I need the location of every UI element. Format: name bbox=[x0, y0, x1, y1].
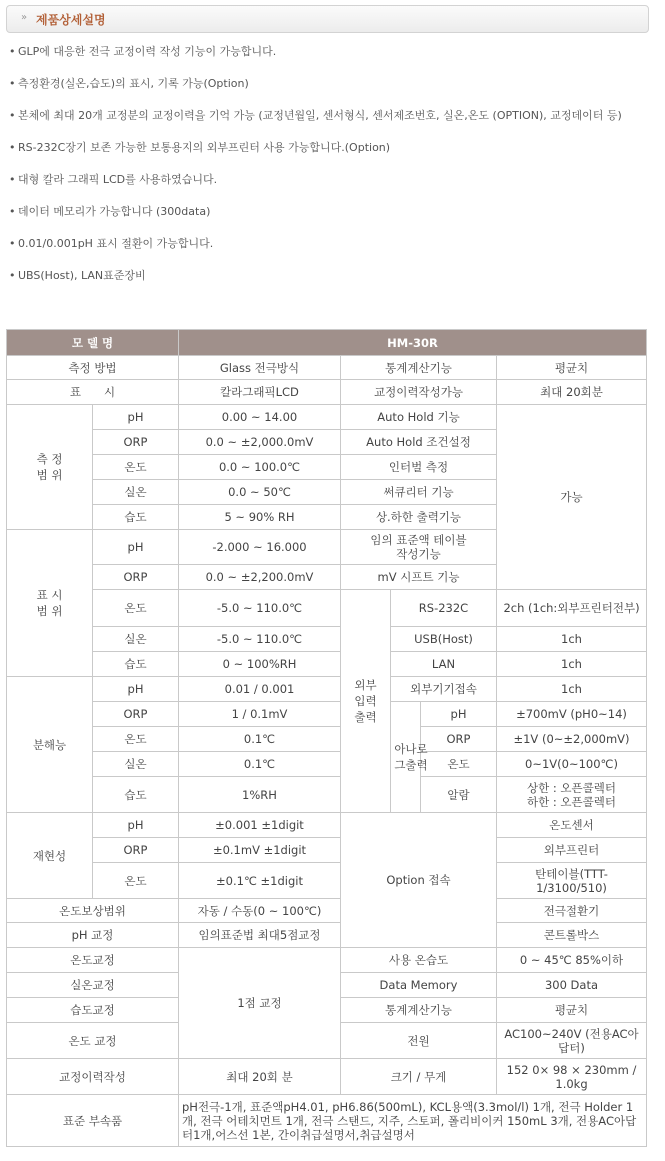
cell-label: 온도교정 bbox=[7, 948, 179, 973]
cell-value: 1 / 0.1mV bbox=[179, 702, 341, 727]
cell-item: 온도 bbox=[93, 590, 179, 627]
alarm-lower: 하한 : 오픈콜렉터 bbox=[527, 794, 616, 809]
feature-item: • GLP에 대응한 전극 교정이력 작성 기능이 가능합니다. bbox=[9, 44, 649, 59]
cell-io-label: LAN bbox=[391, 652, 497, 677]
alarm-upper: 상한 : 오픈콜렉터 bbox=[527, 780, 616, 795]
feature-item: • 데이터 메모리가 가능합니다 (300data) bbox=[9, 204, 649, 219]
feature-item: • 대형 칼라 그래픽 LCD를 사용하였습니다. bbox=[9, 172, 649, 187]
table-row bbox=[7, 813, 647, 838]
group-label-analog bbox=[391, 702, 428, 813]
group-label-text: 측 정 범 위 bbox=[36, 452, 63, 482]
cell-io-label: 외부기기접속 bbox=[391, 677, 497, 702]
cell-item: pH bbox=[93, 530, 179, 565]
cell-func bbox=[341, 530, 497, 565]
double-chevron-right-icon: » bbox=[21, 12, 28, 23]
cell-value: ±0.1℃ ±1digit bbox=[179, 863, 341, 899]
cell-label: 통계계산기능 bbox=[341, 356, 497, 380]
group-label-display-range bbox=[7, 530, 93, 677]
cell-value: 최대 20회분 bbox=[497, 380, 647, 405]
cell-label: 측정 방법 bbox=[7, 356, 179, 380]
cell-value: -5.0 ~ 110.0℃ bbox=[179, 627, 341, 652]
cell-func: Auto Hold 기능 bbox=[341, 405, 497, 430]
cell-value: 5 ~ 90% RH bbox=[179, 505, 341, 530]
cell-option-item bbox=[497, 863, 647, 899]
table-row bbox=[7, 838, 647, 863]
table-row bbox=[7, 752, 647, 777]
cell-item: 온도 bbox=[93, 455, 179, 480]
cell-analog-label: pH bbox=[421, 702, 497, 727]
cell-item: pH bbox=[93, 677, 179, 702]
cell-func: mV 시프트 기능 bbox=[341, 565, 497, 590]
table-row bbox=[7, 1095, 647, 1147]
group-label-measure-range bbox=[7, 405, 93, 530]
cell-analog-label: ORP bbox=[421, 727, 497, 752]
cell-value: -2.000 ~ 16.000 bbox=[179, 530, 341, 565]
cell-option-item: 전극절환기 bbox=[497, 899, 647, 923]
table-row bbox=[7, 380, 647, 405]
cell-one-point: 1점 교정 bbox=[179, 948, 341, 1059]
cell-value: ±0.1mV ±1digit bbox=[179, 838, 341, 863]
feature-text: 본체에 최대 20개 교정분의 교정이력을 기억 가능 (교정년월일, 센서형식, 센서제조번호, 실온,온도 (OPTION), 교정데이터 등) bbox=[18, 109, 622, 122]
cell-analog-value: ±700mV (pH0~14) bbox=[497, 702, 647, 727]
cell-accessories: pH전극-1개, 표준액pH4.01, pH6.86(500mL), KCL용액(3.3mol/l) 1개, 전극 Holder 1개, 전극 어테치먼트 1개, 전극 스탠드, 지주, 스토퍼, 폴리비이커 150mL 3개, 전용AC아답터1개,어스선 1본, 간이취급설명서,취급설명서 bbox=[179, 1095, 647, 1147]
feature-item: • 측정환경(실온,습도)의 표시, 기록 가능(Option) bbox=[9, 76, 649, 91]
cell-item: ORP bbox=[93, 430, 179, 455]
cell-label: 사용 온습도 bbox=[341, 948, 497, 973]
cell-item: ORP bbox=[93, 565, 179, 590]
cell-value: 0.0 ~ 50℃ bbox=[179, 480, 341, 505]
table-row bbox=[7, 356, 647, 380]
group-label-repeat: 재현성 bbox=[7, 813, 93, 899]
cell-io-label: USB(Host) bbox=[391, 627, 497, 652]
cell-value: 0.01 / 0.001 bbox=[179, 677, 341, 702]
header-model-label: 모 델 명 bbox=[7, 330, 179, 356]
cell-value: 0.0 ~ 100.0℃ bbox=[179, 455, 341, 480]
cell-item: 습도 bbox=[93, 505, 179, 530]
cell-value: 0 ~ 100%RH bbox=[179, 652, 341, 677]
cell-value: 평균치 bbox=[497, 998, 647, 1023]
feature-item: • UBS(Host), LAN표준장비 bbox=[9, 268, 649, 283]
cell-value: 0.1℃ bbox=[179, 752, 341, 777]
cell-label: 크기 / 무게 bbox=[341, 1059, 497, 1095]
cell-label: pH 교정 bbox=[7, 923, 179, 948]
cell-func: 써큐리터 기능 bbox=[341, 480, 497, 505]
cell-func-text: 임의 표준액 테이블작성기능 bbox=[370, 533, 467, 561]
cell-item: 습도 bbox=[93, 652, 179, 677]
cell-value: 0.0 ~ ±2,200.0mV bbox=[179, 565, 341, 590]
cell-io-value: 1ch bbox=[497, 677, 647, 702]
table-row bbox=[7, 405, 647, 430]
cell-value: 임의표준법 최대5점교정 bbox=[179, 923, 341, 948]
cell-value: Glass 전극방식 bbox=[179, 356, 341, 380]
table-row bbox=[7, 652, 647, 677]
cell-option-item: 온도센서 bbox=[497, 813, 647, 838]
section-header bbox=[6, 5, 649, 33]
cell-value: -5.0 ~ 110.0℃ bbox=[179, 590, 341, 627]
cell-io-value: 1ch bbox=[497, 627, 647, 652]
cell-value: 300 Data bbox=[497, 973, 647, 998]
cell-analog-value: ±1V (0~±2,000mV) bbox=[497, 727, 647, 752]
cell-option-item: 콘트롤박스 bbox=[497, 923, 647, 948]
cell-label: 교정이력작성가능 bbox=[341, 380, 497, 405]
cell-label: 교정이력작성 bbox=[7, 1059, 179, 1095]
cell-analog-value: 0~1V(0~100℃) bbox=[497, 752, 647, 777]
cell-label: 온도보상범위 bbox=[7, 899, 179, 923]
cell-label: 표준 부속품 bbox=[7, 1095, 179, 1147]
cell-label: Data Memory bbox=[341, 973, 497, 998]
table-row bbox=[7, 590, 647, 627]
table-row bbox=[7, 923, 647, 948]
cell-item: pH bbox=[93, 813, 179, 838]
cell-value-text: AC100~240V (전용AC아답터) bbox=[504, 1026, 639, 1055]
cell-func: Auto Hold 조건설정 bbox=[341, 430, 497, 455]
cell-value: 0.0 ~ ±2,000.0mV bbox=[179, 430, 341, 455]
table-row bbox=[7, 863, 647, 899]
cell-value: ±0.001 ±1digit bbox=[179, 813, 341, 838]
cell-item: pH bbox=[93, 405, 179, 430]
group-label-resolution: 분해능 bbox=[7, 677, 93, 813]
cell-analog-value bbox=[497, 777, 647, 813]
cell-value: 평균치 bbox=[497, 356, 647, 380]
section-title: 제품상세설명 bbox=[36, 13, 106, 27]
cell-value: 칼라그래픽LCD bbox=[179, 380, 341, 405]
spec-table bbox=[6, 329, 647, 1147]
cell-value: 자동 / 수동(0 ~ 100℃) bbox=[179, 899, 341, 923]
cell-label: 표 시 bbox=[7, 380, 179, 405]
cell-value: 0.00 ~ 14.00 bbox=[179, 405, 341, 430]
cell-func: 상.하한 출력기능 bbox=[341, 505, 497, 530]
cell-label: 전원 bbox=[341, 1023, 497, 1059]
cell-item: 실온 bbox=[93, 752, 179, 777]
cell-func: 인터벌 측정 bbox=[341, 455, 497, 480]
cell-value bbox=[497, 1023, 647, 1059]
cell-option-item: 외부프린터 bbox=[497, 838, 647, 863]
cell-item: ORP bbox=[93, 838, 179, 863]
cell-item: 실온 bbox=[93, 627, 179, 652]
cell-label: 온도 교정 bbox=[7, 1023, 179, 1059]
cell-io-value: 1ch bbox=[497, 652, 647, 677]
cell-value: 최대 20회 분 bbox=[179, 1059, 341, 1095]
cell-item: 습도 bbox=[93, 777, 179, 813]
cell-option-label: Option 접속 bbox=[341, 813, 497, 948]
group-label-text: 표 시 범 위 bbox=[36, 588, 63, 618]
table-row bbox=[7, 677, 647, 702]
table-row bbox=[7, 1059, 647, 1095]
cell-item: ORP bbox=[93, 702, 179, 727]
cell-item: 온도 bbox=[93, 727, 179, 752]
header-model-name: HM-30R bbox=[179, 330, 647, 356]
cell-value: 1%RH bbox=[179, 777, 341, 813]
cell-value: 0.1℃ bbox=[179, 727, 341, 752]
feature-list bbox=[9, 44, 649, 300]
feature-item: • RS-232C장기 보존 가능한 보통용지의 외부프린터 사용 가능합니다.(Option) bbox=[9, 140, 649, 155]
cell-analog-label: 알람 bbox=[421, 777, 497, 813]
feature-item bbox=[9, 108, 649, 123]
table-row bbox=[7, 948, 647, 973]
cell-option-text: 탄테이블(TTT-1/3100/510) bbox=[535, 866, 608, 895]
table-header-row bbox=[7, 330, 647, 356]
cell-available: 가능 bbox=[497, 405, 647, 590]
cell-value: 0 ~ 45℃ 85%이하 bbox=[497, 948, 647, 973]
cell-io-value: 2ch (1ch:외부프린터전부) bbox=[497, 590, 647, 627]
cell-io-label: RS-232C bbox=[391, 590, 497, 627]
cell-label: 실온교정 bbox=[7, 973, 179, 998]
cell-item: 실온 bbox=[93, 480, 179, 505]
cell-label: 통계계산기능 bbox=[341, 998, 497, 1023]
table-row bbox=[7, 702, 647, 727]
cell-analog-label: 온도 bbox=[421, 752, 497, 777]
group-label-text: 아나로 그출력 bbox=[394, 742, 428, 772]
cell-item: 온도 bbox=[93, 863, 179, 899]
group-label-io bbox=[341, 590, 391, 813]
table-row bbox=[7, 899, 647, 923]
cell-value-text: 152 0× 98 × 230mm / 1.0kg bbox=[506, 1062, 637, 1091]
group-label-text: 외부 입력 출력 bbox=[354, 678, 377, 724]
table-row bbox=[7, 727, 647, 752]
table-row bbox=[7, 777, 647, 813]
cell-value bbox=[497, 1059, 647, 1095]
cell-label: 습도교정 bbox=[7, 998, 179, 1023]
feature-item: • 0.01/0.001pH 표시 절환이 가능합니다. bbox=[9, 236, 649, 251]
table-row bbox=[7, 627, 647, 652]
